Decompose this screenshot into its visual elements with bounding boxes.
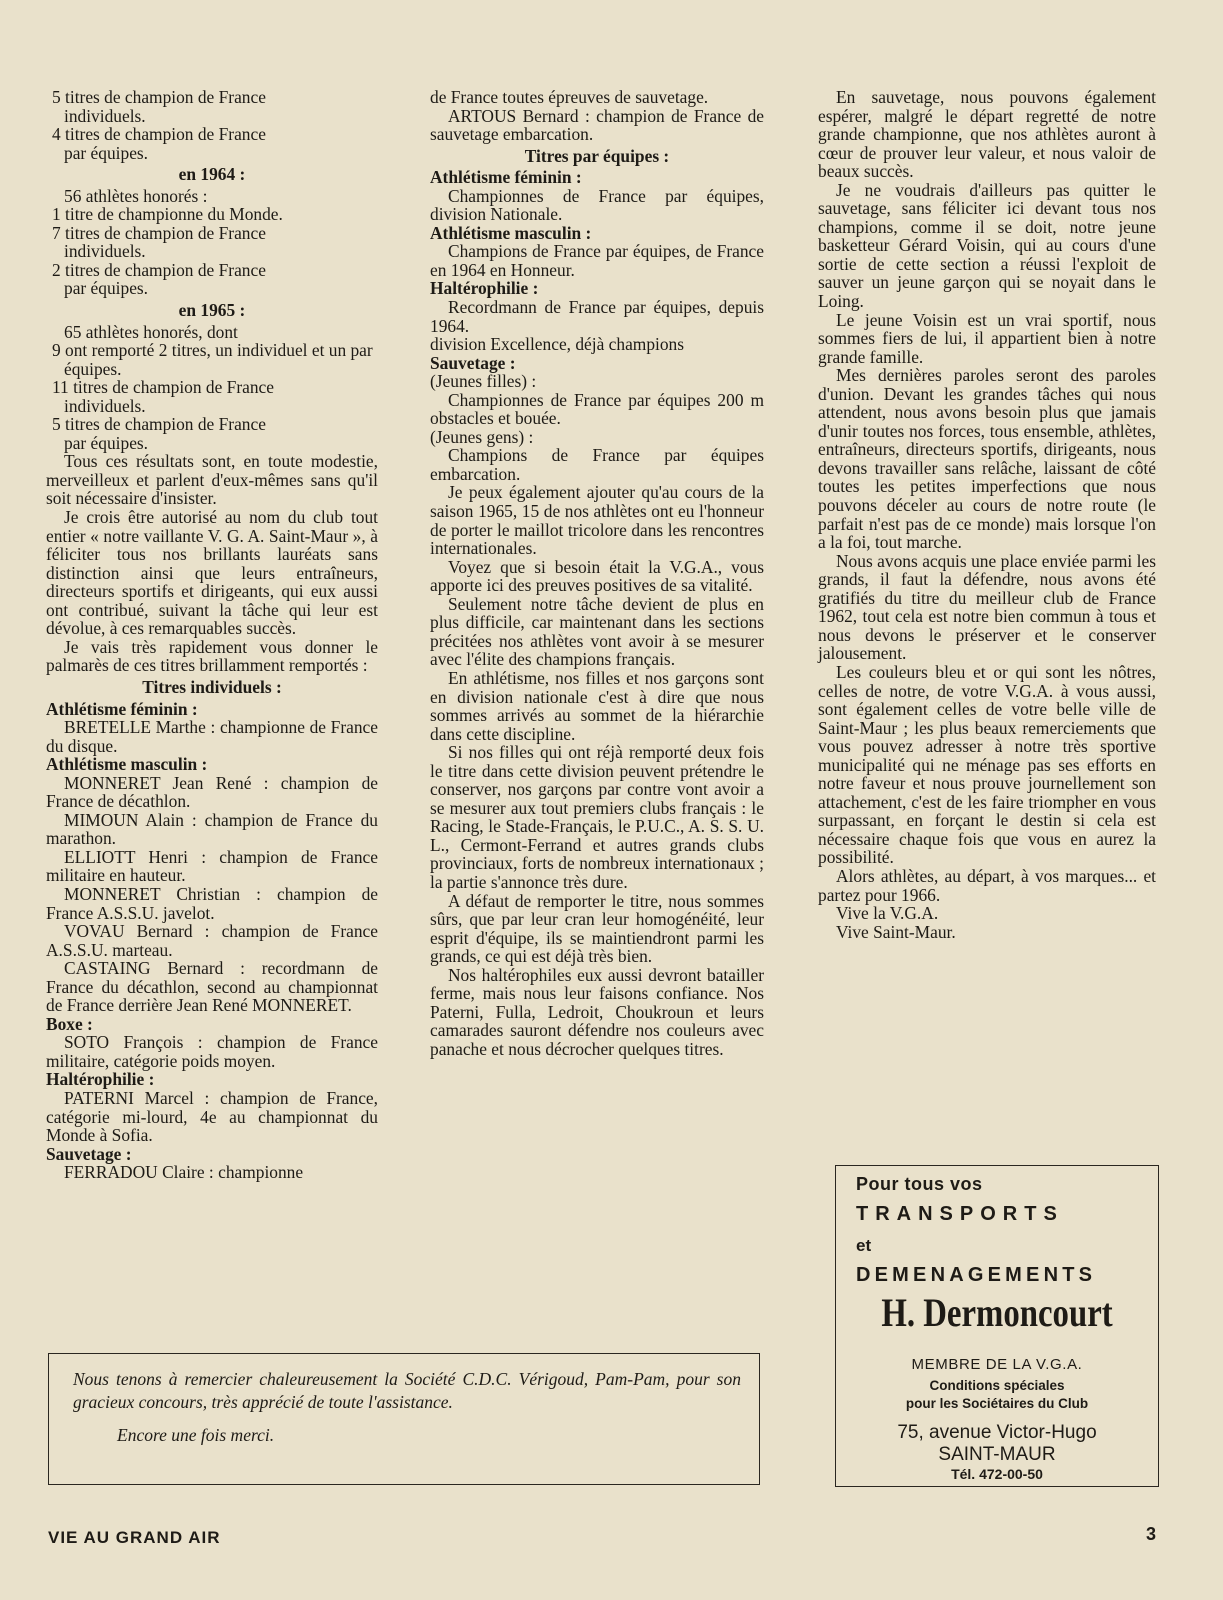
paragraph: 1 titre de championne du Monde. (52, 204, 283, 225)
section-heading: Titres individuels : (142, 676, 282, 697)
paragraph: Recordmann de France par équipes, depuis 1964. (430, 297, 764, 336)
paragraph: Je crois être autorisé au nom du club tout entier « notre vaillante V. G. A. Saint-Maur », à féliciter tous nos brillants lauréats sans distinction ainsi que leurs entraîneurs, directeurs sportifs et dirigeants, qui eux aussi ont contribué, suivant la tâche qui leur est dévolue, à ces remarquables succès. (46, 507, 378, 639)
section-heading: Sauvetage : (430, 352, 516, 373)
paragraph: A défaut de remporter le titre, nous sommes sûrs, que par leur cran leur homogénéité, leur esprit d'équipe, ils se maintiendront parmi les grands, ce qui est déjà très bien. (430, 890, 764, 967)
ad-conditions: Conditions spéciales (929, 1378, 1065, 1393)
ad-company-name: H. Dermoncourt (881, 1290, 1113, 1335)
paragraph: Le jeune Voisin est un vrai sportif, nous sommes fiers de lui, il appartient bien à notre grande famille. (818, 309, 1156, 367)
ad-line-demenagements: DEMENAGEMENTS (856, 1264, 1097, 1286)
paragraph: CASTAING Bernard : recordmann de France du décathlon, second au championnat de France derrière Jean René MONNERET. (46, 958, 378, 1016)
section-heading: Athlétisme féminin : (46, 698, 198, 719)
section-heading: Boxe : (46, 1013, 93, 1034)
section-heading: Athlétisme féminin : (430, 167, 582, 188)
paragraph: Champions de France par équipes embarcation. (430, 445, 764, 484)
paragraph: Championnes de France par équipes, division Nationale. (430, 185, 764, 225)
thanks-closing: Encore une fois merci. (117, 1425, 275, 1445)
paragraph: par équipes. (64, 278, 149, 299)
paragraph: Champions de France par équipes, de France en 1964 en Honneur. (430, 241, 764, 280)
article-column-2 (430, 88, 764, 1058)
section-heading: Sauvetage : (46, 1143, 132, 1164)
paragraph: 11 titres de champion de France (52, 377, 274, 398)
paragraph: ELLIOTT Henri : champion de France militaire en hauteur. (46, 846, 378, 886)
paragraph: Tous ces résultats sont, en toute modestie, merveilleux et parlent d'eux-mêmes sans qu'il soit nécessaire d'insister. (46, 451, 378, 509)
section-heading: Haltérophilie : (430, 278, 539, 299)
ad-line-1: Pour tous vos (856, 1174, 983, 1194)
paragraph: (Jeunes gens) : (430, 426, 534, 447)
thanks-text: Nous tenons à remercier chaleureusement la Société C.D.C. Vérigoud, Pam-Pam, pour son gracieux concours, très apprécié de toute l'assistance. (73, 1369, 741, 1412)
paragraph: Voyez que si besoin était la V.G.A., vous apporte ici des preuves positives de sa vitalité. (430, 556, 764, 596)
paragraph: Je peux également ajouter qu'au cours de la saison 1965, 15 de nos athlètes ont eu l'honneur de porter le maillot tricolore dans les rencontres internationales. (430, 482, 764, 559)
paragraph: Vive la V.G.A. (836, 903, 939, 924)
paragraph: VOVAU Bernard : champion de France A.S.S.U. marteau. (46, 921, 378, 960)
paragraph: par équipes. (64, 142, 149, 163)
paragraph: Nos haltérophiles eux aussi devront batailler ferme, mais nous leur faisons confiance. Nos Paterni, Fulla, Ledroit, Choukroun et leurs camarades sauront défendre nos couleurs avec panache et nous décrocher quelques titres. (430, 964, 764, 1059)
paragraph: 2 titres de champion de France (52, 259, 266, 280)
section-heading: en 1965 : (178, 300, 246, 321)
paragraph: SOTO François : champion de France militaire, catégorie poids moyen. (46, 1032, 378, 1071)
paragraph: 7 titres de champion de France (52, 222, 266, 243)
ad-line-transports: TRANSPORTS (856, 1203, 1064, 1225)
paragraph: de France toutes épreuves de sauvetage. (430, 87, 709, 107)
advertisement-box (835, 1165, 1159, 1487)
paragraph: Alors athlètes, au départ, à vos marques... et partez pour 1966. (818, 865, 1156, 905)
paragraph: Je ne voudrais d'ailleurs pas quitter le sauvetage, sans féliciter ici devant tous nos champions, comme il se doit, notre jeune basketteur Gérard Voisin, qui au cours d'une sortie de cette section a réussi l'exploit de sauver un jeune garçon qui se noyait dans le Loing. (818, 179, 1156, 312)
paragraph: MIMOUN Alain : champion de France du marathon. (46, 809, 378, 849)
paragraph: Les couleurs bleu et or qui sont les nôtres, celles de notre, de votre V.G.A. à vous aussi, sont également celles de votre belle ville de Saint-Maur ; les plus beaux remerciements que vous pouvez adresser à notre très sportive municipalité qui ne ménage pas ses efforts en notre faveur et nous prouve journellement son attachement, c'est de les faire triompher en vous surpassant, en forçant le destin si cela est nécessaire chaque fois que vous en aurez la possibilité. (818, 661, 1156, 868)
paragraph: individuels. (64, 241, 146, 262)
article-column-3 (818, 88, 1156, 941)
paragraph: Championnes de France par équipes 200 m obstacles et bouée. (430, 389, 764, 429)
paragraph: PATERNI Marcel : champion de France, catégorie mi-lourd, 4e au championnat du Monde à Sofia. (46, 1087, 378, 1146)
paragraph: ARTOUS Bernard : champion de France de sauvetage embarcation. (430, 105, 764, 145)
ad-line-et: et (856, 1236, 872, 1255)
paragraph: division Excellence, déjà champions (430, 334, 685, 355)
ad-phone: Tél. 472-00-50 (951, 1466, 1043, 1482)
paragraph: BRETELLE Marthe : championne de France du disque. (46, 717, 378, 756)
paragraph: 4 titres de champion de France (52, 124, 266, 145)
paragraph: Seulement notre tâche devient de plus en plus difficile, car maintenant dans les sections précitées nos athlètes vont avoir à se mesurer avec l'élite des champions français. (430, 593, 764, 670)
paragraph: Nous avons acquis une place enviée parmi les grands, il faut la défendre, nous avons été gratifiés du titre du meilleur club de France 1962, tout cela est notre bien commun à tous et nous devons le préserver et le conserver jalousement. (818, 550, 1156, 664)
paragraph: (Jeunes filles) : (430, 371, 537, 392)
section-heading: Athlétisme masculin : (430, 222, 592, 243)
paragraph: par équipes. (64, 432, 149, 453)
paragraph: 5 titres de champion de France (52, 87, 266, 107)
paragraph: 56 athlètes honorés : (64, 185, 208, 206)
paragraph: individuels. (64, 395, 146, 416)
section-heading: Haltérophilie : (46, 1069, 155, 1090)
ad-address: 75, avenue Victor-Hugo (897, 1422, 1097, 1443)
ad-member: MEMBRE DE LA V.G.A. (911, 1356, 1083, 1373)
paragraph: FERRADOU Claire : championne (64, 1162, 304, 1183)
paragraph: 5 titres de champion de France (52, 414, 266, 435)
section-heading: en 1964 : (178, 164, 246, 185)
section-heading: Titres par équipes : (524, 145, 670, 166)
page-number: 3 (1146, 1524, 1157, 1544)
paragraph: Si nos filles qui ont réjà remporté deux fois le titre dans cette division peuvent prétendre le conserver, nos garçons par contre vont avoir a se mesurer aux tout premiers clubs français : le Racing, le Stade-Français, le P.U.C., A. S. S. U. L., Cermont-Ferrand et autres grands clubs provinciaux, forts de nombreux internationaux ; la partie s'annonce très dure. (430, 742, 764, 892)
paragraph: individuels. (64, 105, 146, 126)
section-heading: Athlétisme masculin : (46, 754, 208, 775)
paragraph: Je vais très rapidement vous donner le palmarès de ces titres brillamment remportés : (46, 636, 378, 676)
paragraph: Vive Saint-Maur. (836, 921, 956, 942)
thanks-box (48, 1353, 760, 1485)
paragraph: En sauvetage, nous pouvons également espérer, malgré le départ regretté de notre grande championne, que nos athlètes auront à cœur de prouver leur valeur, et nous valoir de beaux succès. (818, 87, 1156, 182)
paragraph: En athlétisme, nos filles et nos garçons sont en division nationale c'est à dire que nous sommes arrivés au sommet de la hiérarchie dans cette discipline. (430, 667, 764, 744)
paragraph: 65 athlètes honorés, dont (64, 321, 238, 342)
paragraph: MONNERET Jean René : champion de France de décathlon. (46, 772, 378, 812)
ad-city: SAINT-MAUR (938, 1444, 1056, 1465)
ad-conditions-sub: pour les Sociétaires du Club (905, 1396, 1089, 1411)
magazine-footer: VIE AU GRAND AIR (48, 1528, 221, 1547)
paragraph: Mes dernières paroles seront des paroles d'union. Devant les grandes tâches qui nous attendent, nous avons besoin plus que jamais d'unir toutes nos forces, tous ensemble, athlètes, entraîneurs, directeurs sportifs, dirigeants, nous devons travailler sans relâche, laissant de côté toutes les petites imperfections que nous pouvons déceler au cours de notre route (le parfait n'est pas de ce monde) mais lorsque l'on a la foi, tout marche. (818, 365, 1156, 553)
article-column-1 (46, 88, 378, 1182)
paragraph: 9 ont remporté 2 titres, un individuel et un par équipes. (52, 340, 373, 379)
paragraph: MONNERET Christian : champion de France A.S.S.U. javelot. (46, 883, 378, 923)
